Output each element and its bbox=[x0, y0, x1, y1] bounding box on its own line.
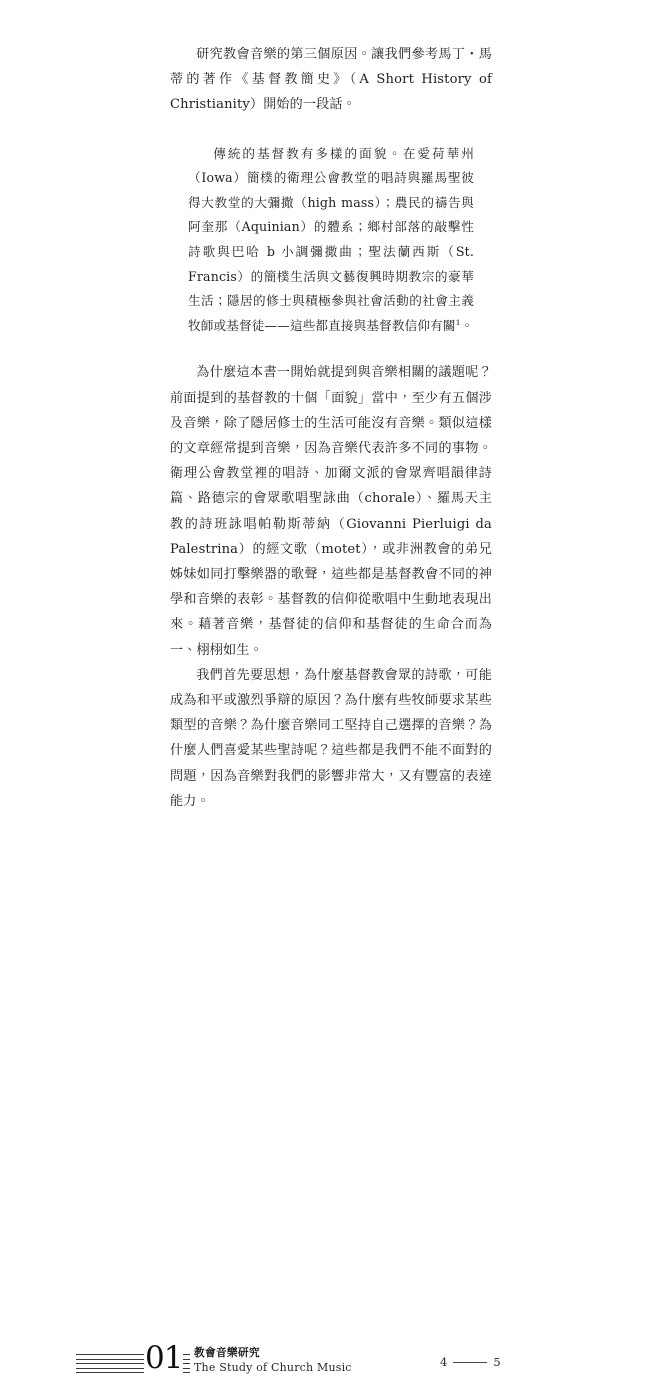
chapter-title-group bbox=[192, 1346, 352, 1375]
footnote-marker: 1 bbox=[455, 317, 461, 327]
blockquote-text bbox=[188, 142, 474, 339]
spacer-above-blockquote bbox=[170, 129, 492, 142]
page-number-group bbox=[440, 1355, 501, 1369]
chapter-number: 01 bbox=[145, 1340, 183, 1376]
opening-paragraph: 研究教會音樂的第三個原因。讓我們參考馬丁・馬蒂的著作《基督教簡史》（A Short History of Christianity）開始的一段話。 bbox=[170, 47, 492, 113]
body-paragraphs bbox=[170, 360, 492, 814]
spacer-below-blockquote bbox=[170, 338, 492, 360]
page-number-rule bbox=[453, 1362, 487, 1363]
page-number-left: 4 bbox=[440, 1355, 448, 1369]
chapter-title-zh: 教會音樂研究 bbox=[194, 1347, 260, 1359]
blockquote-end-punctuation: 。 bbox=[460, 317, 474, 333]
page-number-right: 5 bbox=[493, 1355, 501, 1369]
chapter-title-en: The Study of Church Music bbox=[194, 1361, 352, 1374]
blockquote-body: 傳統的基督教有多樣的面貌。在愛荷華州（Iowa）簡樸的衛理公會教堂的唱詩與羅馬聖彼得大教堂的大彌撒（high mass）；農民的禱告與阿奎那（Aquinian）的體系；鄉村部落的敲擊性詩歌與巴哈 b 小調彌撒曲；聖法蘭西斯（St. Francis）的簡樸生活與文藝復興時期教宗的豪華生活；隱居的修士與積極參與社會活動的社會主義牧師或基督徒——這些都直接與基督教信仰有關 bbox=[188, 145, 474, 333]
blockquote bbox=[170, 142, 474, 339]
paragraph-2: 為什麼這本書一開始就提到與音樂相關的議題呢？前面提到的基督教的十個「面貌」當中，至少有五個涉及音樂，除了隱居修士的生活可能沒有音樂。類似這樣的文章經常提到音樂，因為音樂代表許多不同的事物。衛理公會教堂裡的唱詩、加爾文派的會眾齊唱韻律詩篇、路德宗的會眾歌唱聖詠曲（chorale）、羅馬天主教的詩班詠唱帕勒斯蒂納（Giovanni Pierluigi da Palestrina）的經文歌（motet），或非洲教會的弟兄姊妹如同打擊樂器的歌聲，這些都是基督教會不同的神學和音樂的表彰。基督教的信仰從歌唱中生動地表現出來。藉著音樂，基督徒的信仰和基督徒的生命合而為一、栩栩如生。 bbox=[170, 365, 492, 658]
paragraph-3: 我們首先要思想，為什麼基督教會眾的詩歌，可能成為和平或激烈爭辯的原因？為什麼有些牧師要求某些類型的音樂？為什麼音樂同工堅持自己選擇的音樂？為什麼人們喜愛某些聖詩呢？這些都是我們不能不面對的問題，因為音樂對我們的影響非常大，又有豐富的表達能力。 bbox=[170, 667, 492, 809]
